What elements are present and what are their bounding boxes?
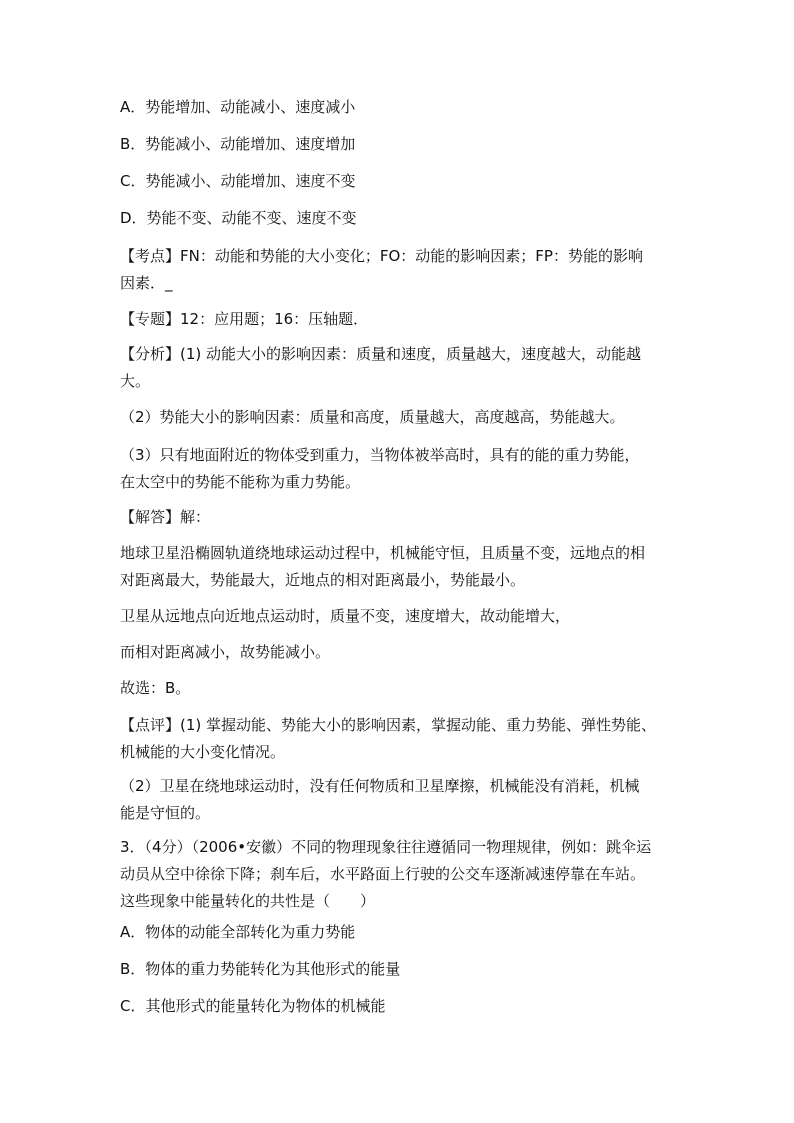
fenxi-paragraph-3: （3）只有地面附近的物体受到重力，当物体被举高时，具有的能的重力势能， 在太空中的势能不能称为重力势能。 <box>120 446 640 491</box>
question3-stem: 3．（4分）（2006•安徽）不同的物理现象往往遵循同一物理规律，例如：跳伞运 动员从空中徐徐下降；刹车后，水平路面上行驶的公交车逐渐减速停靠在车站。 这些现象中能量转化的共性是（ ） <box>120 838 652 910</box>
jieda-title: 【解答】解： <box>120 508 211 526</box>
dianping-paragraph-1: 【点评】(1) 掌握动能、势能大小的影响因素，掌握动能、重力势能、弹性势能、 机械能的大小变化情况。 <box>120 716 657 761</box>
q3-option-c: C．其他形式的能量转化为物体的机械能 <box>120 997 386 1015</box>
answer-line: 故选：B。 <box>120 679 191 697</box>
fenxi-paragraph-2: （2）势能大小的影响因素：质量和高度，质量越大，高度越高，势能越大。 <box>120 408 625 426</box>
option-a: A．势能增加、动能减小、速度减小 <box>120 98 356 116</box>
dianping-paragraph-2: （2）卫星在绕地球运动时，没有任何物质和卫星摩擦，机械能没有消耗，机械 能是守恒的。 <box>120 777 640 822</box>
fenxi-paragraph-1: 【分析】(1) 动能大小的影响因素：质量和速度，质量越大，速度越大，动能越 大。 <box>120 345 642 390</box>
q3-option-a: A．物体的动能全部转化为重力势能 <box>120 923 356 941</box>
jieda-paragraph-3: 而相对距离减小，故势能减小。 <box>120 643 331 661</box>
option-d: D．势能不变、动能不变、速度不变 <box>120 209 357 227</box>
q3-option-b: B．物体的重力势能转化为其他形式的能量 <box>120 960 401 978</box>
option-b: B．势能减小、动能增加、速度增加 <box>120 135 356 153</box>
jieda-paragraph-1: 地球卫星沿椭圆轨道绕地球运动过程中，机械能守恒，且质量不变，远地点的相 对距离最大，势能最大，近地点的相对距离最小，势能最小。 <box>120 544 646 589</box>
jieda-paragraph-2: 卫星从远地点向近地点运动时，质量不变，速度增大，故动能增大， <box>120 607 571 625</box>
option-c: C．势能减小、动能增加、速度不变 <box>120 172 356 190</box>
zhuanti-paragraph: 【专题】12：应用题；16：压轴题． <box>120 310 369 328</box>
kaodian-paragraph: 【考点】FN：动能和势能的大小变化；FO：动能的影响因素；FP：势能的影响 因素．_ <box>120 247 643 292</box>
